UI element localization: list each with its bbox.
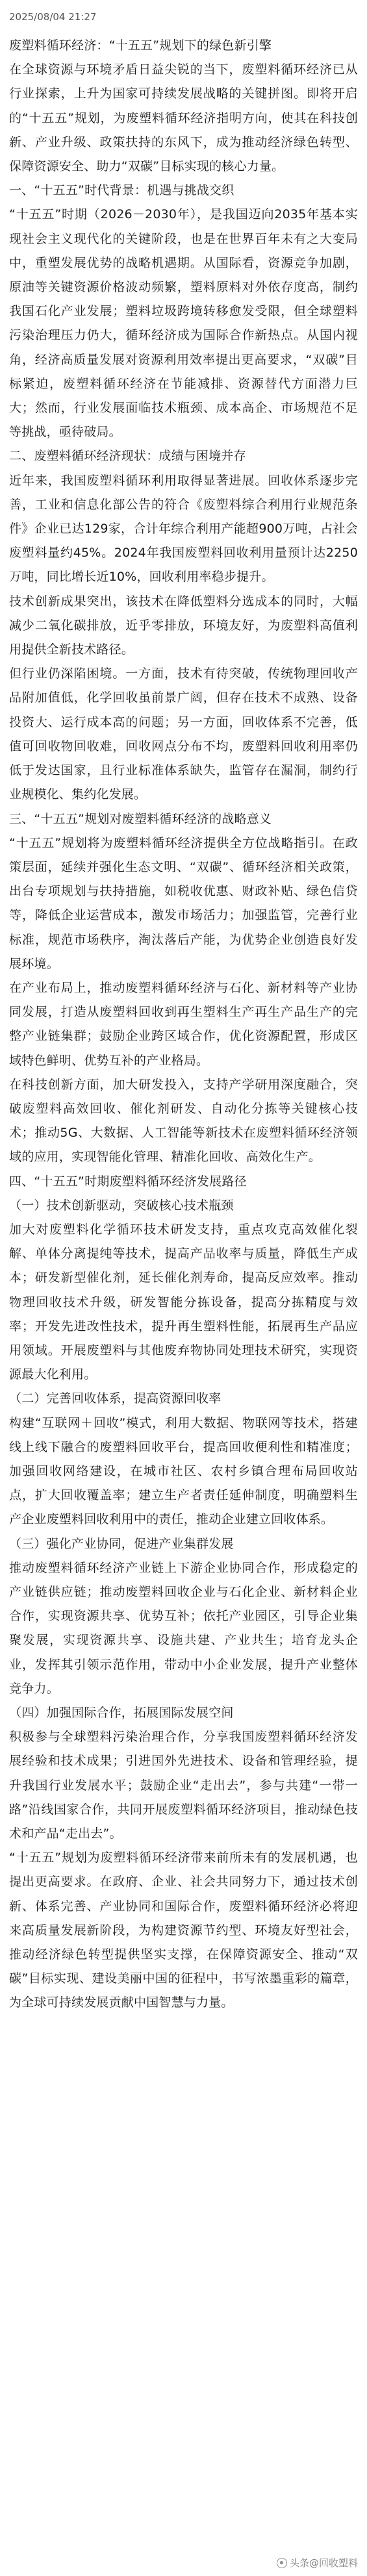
subsection-heading: （一）技术创新驱动，突破核心技术瓶颈	[9, 1198, 234, 1213]
article-conclusion: “十五五”规划为废塑料循环经济带来前所未有的发展机遇，也提出更高要求。在政府、企业、社会共同努力下，通过技术创新、体系完善、产业协同和国际合作，废塑料循环经济必将迎来高质量发展新阶段，为构建资源节约型、环境友好型社会，推动经济绿色转型提供坚实支撑，在保障资源安全、推动“双碳”目标实现、建设美丽中国的征程中，书写浓墨重彩的篇章，为全球可持续发展贡献中国智慧与力量。	[9, 1850, 358, 2010]
article-body	[9, 34, 358, 2015]
section-heading: 四、“十五五”时期废塑料循环经济发展路径	[9, 1174, 247, 1189]
subsection-heading: （四）加强国际合作，拓展国际发展空间	[9, 1706, 234, 1721]
article-paragraph: 但行业仍深陷困境。一方面，技术有待突破，传统物理回收产品附加值低，化学回收虽前景广阔，但存在技术不成熟、设备投资大、运行成本高的问题；另一方面，回收体系不完善，低值可回收物回收难，回收网点分布不均，废塑料回收利用率仍低于发达国家，且行业标准体系缺失，监管存在漏洞，制约行业规模化、集约化发展。	[9, 666, 358, 802]
post-timestamp: 2025/08/04 21:27	[9, 11, 97, 23]
section-heading: 二、废塑料循环经济现状：成绩与困境并存	[9, 449, 246, 464]
source-watermark	[277, 2556, 358, 2570]
article-paragraph: 构建“互联网＋回收”模式，利用大数据、物联网等技术，搭建线上线下融合的废塑料回收平台，提高回收便利性和精准度；加强回收网络建设，在城市社区、农村乡镇合理布局回收站点，扩大回收覆盖率；建立生产者责任延伸制度，明确塑料生产企业废塑料回收利用中的责任，推动企业建立回收体系。	[9, 1415, 358, 1527]
article-paragraph: 加大对废塑料化学循环技术研发支持，重点攻克高效催化裂解、单体分离提纯等技术，提高产品收率与质量，降低生产成本；研发新型催化剂，延长催化剂寿命，提高反应效率。推动物理回收技术升级，研发智能分拣设备，提高分拣精度与效率；开发先进改性技术，提升再生塑料性能，拓展再生产品应用领域。开展废塑料与其他废弃物协同处理技术研究，实现资源最大化利用。	[9, 1222, 358, 1382]
article-paragraph: 近年来，我国废塑料循环利用取得显著进展。回收体系逐步完善，工业和信息化部公告的符合《废塑料综合利用行业规范条件》企业已达129家，合计年综合利用产能超900万吨，占社会废塑料量约45%。2024年我国废塑料回收利用量预计达2250万吨，同比增长近10%，回收利用率稳步提升。	[9, 473, 358, 585]
article-paragraph: “十五五”规划将为废塑料循环经济提供全方位战略指引。在政策层面，延续并强化生态文明、“双碳”、循环经济相关政策，出台专项规划与扶持措施，如税收优惠、财政补贴、绿色信贷等，降低企业运营成本，激发市场活力；加强监管，完善行业标准，规范市场秩序，淘汰落后产能，为优势企业创造良好发展环境。	[9, 835, 358, 971]
watermark-text: 头条@回收塑料	[289, 2557, 358, 2569]
article-paragraph: 技术创新成果突出，该技术在降低塑料分选成本的同时，大幅减少二氧化碳排放，近乎零排放，环境友好，为废塑料高值利用提供全新技术路径。	[9, 594, 358, 657]
section-heading: 一、“十五五”时代背景：机遇与挑战交织	[9, 183, 234, 198]
subsection-heading: （三）强化产业协同，促进产业集群发展	[9, 1536, 234, 1551]
article-paragraph: 在产业布局上，推动废塑料循环经济与石化、新材料等产业协同发展，打造从废塑料回收到再生塑料生产再生产品生产的完整产业链集群；鼓励企业跨区域合作，优化资源配置，形成区域特色鲜明、优势互补的产业格局。	[9, 980, 358, 1068]
article-paragraph: “十五五”时期（2026－2030年），是我国迈向2035年基本实现社会主义现代化的关键阶段，也是在世界百年未有之大变局中，重塑发展优势的战略机遇期。从国际看，资源竞争加剧，原油等关键资源价格波动频繁，塑料原料对外依存度高，制约我国石化产业发展；塑料垃圾跨境转移愈发受限，但全球塑料污染治理压力仍大，循环经济成为国际合作新热点。从国内视角，经济高质量发展对资源利用效率提出更高要求，“双碳”目标紧迫，废塑料循环经济在节能减排、资源替代方面潜力巨大；然而，行业发展面临技术瓶颈、成本高企、市场规范不足等挑战，亟待破局。	[9, 207, 358, 440]
article-paragraph: 推动废塑料循环经济产业链上下游企业协同合作，形成稳定的产业链供应链；推动废塑料回收企业与石化企业、新材料企业合作，实现资源共享、优势互补；依托产业园区，引导企业集聚发展，实现资源共享、设施共建、产业共生；培育龙头企业，发挥其引领示范作用，带动中小企业发展，提升产业整体竞争力。	[9, 1560, 358, 1696]
article-paragraph: 在科技创新方面，加大研发投入，支持产学研用深度融合，突破废塑料高效回收、催化剂研发、自动化分拣等关键核心技术；推动5G、大数据、人工智能等新技术在废塑料循环经济领域的应用，实现智能化管理、精准化回收、高效化生产。	[9, 1077, 358, 1165]
toutiao-logo-icon	[277, 2558, 287, 2568]
article-title: 废塑料循环经济：“十五五”规划下的绿色新引擎	[9, 38, 272, 53]
article-paragraph: 积极参与全球塑料污染治理合作，分享我国废塑料循环经济发展经验和技术成果；引进国外先进技术、设备和管理经验，提升我国行业发展水平；鼓励企业“走出去”，参与共建“一带一路”沿线国家合作，共同开展废塑料循环经济项目，推动绿色技术和产品“走出去”。	[9, 1730, 358, 1841]
article-paragraph: 在全球资源与环境矛盾日益尖锐的当下，废塑料循环经济已从行业探索，上升为国家可持续发展战略的关键拼图。即将开启的“十五五”规划，为废塑料循环经济指明方向，使其在科技创新、产业升级、政策扶持的东风下，成为推动经济绿色转型、保障资源安全、助力“双碳”目标实现的核心力量。	[9, 62, 358, 174]
section-heading: 三、“十五五”规划对废塑料循环经济的战略意义	[9, 811, 272, 826]
subsection-heading: （二）完善回收体系，提高资源回收率	[9, 1391, 221, 1406]
